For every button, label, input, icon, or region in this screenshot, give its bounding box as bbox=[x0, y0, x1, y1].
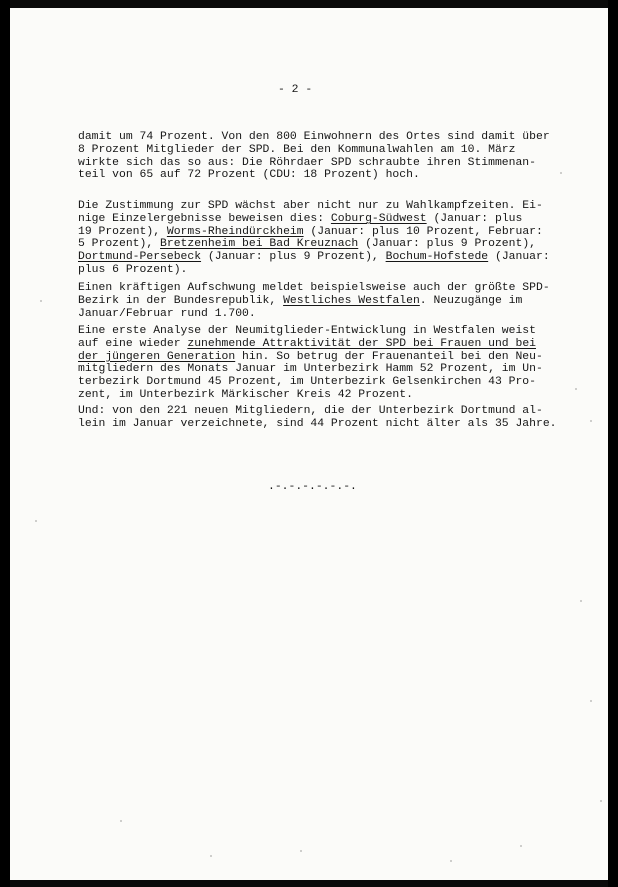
text-line bbox=[78, 418, 557, 431]
text-segment: Januar/Februar rund 1.700. bbox=[78, 307, 256, 320]
text-segment: auf eine wieder bbox=[78, 337, 188, 350]
text-segment: (Januar: plus 9 Prozent), bbox=[358, 238, 536, 251]
text-segment: (Januar: plus bbox=[426, 212, 523, 225]
paragraph-1 bbox=[78, 131, 550, 182]
text-line bbox=[78, 238, 550, 251]
text-line bbox=[78, 264, 550, 277]
text-segment: damit um 74 Prozent. Von den 800 Einwohnern des Ortes sind damit über bbox=[78, 131, 550, 143]
scan-border-left bbox=[0, 0, 10, 887]
text-line bbox=[78, 351, 543, 364]
text-segment: 5 Prozent), bbox=[78, 238, 161, 251]
text-segment: Eine erste Analyse der Neumitglieder-Entwicklung in Westfalen weist bbox=[78, 325, 536, 337]
text-line bbox=[78, 131, 550, 144]
text-segment: plus 6 Prozent). bbox=[78, 263, 188, 276]
text-line bbox=[78, 295, 550, 308]
scan-speck bbox=[520, 845, 522, 847]
page-number: - 2 - bbox=[278, 84, 313, 96]
underlined-place-name: der jüngeren Generation bbox=[78, 350, 236, 363]
scan-speck bbox=[450, 860, 452, 862]
scan-speck bbox=[35, 520, 37, 522]
text-line bbox=[78, 282, 550, 295]
text-segment: Bezirk in der Bundesrepublik, bbox=[78, 294, 284, 307]
text-segment: 8 Prozent Mitglieder der SPD. Bei den Kommunalwahlen am 10. März bbox=[78, 143, 516, 156]
paragraph-2 bbox=[78, 200, 550, 277]
text-segment: Und: von den 221 neuen Mitgliedern, die der Unterbezirk Dortmund al- bbox=[78, 405, 543, 417]
text-line bbox=[78, 338, 543, 351]
underlined-place-name: Coburg-Südwest bbox=[330, 212, 427, 225]
text-line bbox=[78, 157, 550, 170]
text-segment: hin. So betrug der Frauenanteil bei den Neu- bbox=[235, 350, 543, 363]
text-segment: . Neuzugänge im bbox=[419, 294, 523, 307]
scan-border-right bbox=[608, 0, 618, 887]
text-segment: zent, im Unterbezirk Märkischer Kreis 42 Prozent. bbox=[78, 388, 413, 401]
scan-speck bbox=[120, 820, 122, 822]
text-line bbox=[78, 405, 557, 418]
text-line bbox=[78, 226, 550, 239]
scan-speck bbox=[560, 172, 562, 174]
text-segment: wirkte sich das so aus: Die Röhrdaer SPD schraubte ihren Stimmenan- bbox=[78, 156, 536, 169]
text-line bbox=[78, 200, 550, 213]
text-line bbox=[78, 389, 543, 402]
text-segment: lein im Januar verzeichnete, sind 44 Prozent nicht älter als 35 Jahre. bbox=[78, 417, 557, 430]
underlined-place-name: Dortmund-Persebeck bbox=[78, 251, 202, 264]
scan-speck bbox=[300, 850, 302, 852]
scan-speck bbox=[40, 300, 42, 302]
paragraph-4 bbox=[78, 325, 543, 402]
scan-speck bbox=[600, 800, 602, 802]
text-segment: terbezirk Dortmund 45 Prozent, im Unterbezirk Gelsenkirchen 43 Pro- bbox=[78, 376, 536, 389]
text-line bbox=[78, 308, 550, 321]
text-segment: 19 Prozent), bbox=[78, 225, 167, 238]
scan-speck bbox=[580, 600, 582, 602]
scan-speck bbox=[210, 855, 212, 857]
text-line bbox=[78, 144, 550, 157]
underlined-place-name: Bochum-Hofstede bbox=[385, 251, 489, 264]
end-mark: .-.-.-.-.-.-. bbox=[268, 481, 357, 493]
text-line bbox=[78, 325, 543, 338]
text-segment: nige Einzelergebnisse beweisen dies: bbox=[78, 212, 331, 225]
scan-speck bbox=[590, 420, 592, 422]
text-segment: (Januar: plus 9 Prozent), bbox=[201, 251, 386, 264]
scan-speck bbox=[590, 700, 592, 702]
underlined-place-name: Bretzenheim bei Bad Kreuznach bbox=[160, 238, 359, 251]
underlined-place-name: Westliches Westfalen bbox=[283, 294, 420, 307]
text-line bbox=[78, 251, 550, 264]
text-line bbox=[78, 376, 543, 389]
underlined-place-name: zunehmende Attraktivität der SPD bei Frauen und bei bbox=[187, 337, 536, 350]
text-segment: (Januar: bbox=[488, 251, 550, 264]
underlined-place-name: Worms-Rheindürckheim bbox=[166, 225, 304, 238]
text-line bbox=[78, 169, 550, 182]
text-segment: Die Zustimmung zur SPD wächst aber nicht nur zu Wahlkampfzeiten. Ei- bbox=[78, 200, 543, 212]
text-line bbox=[78, 213, 550, 226]
text-segment: (Januar: plus 10 Prozent, Februar: bbox=[303, 225, 543, 238]
paragraph-5 bbox=[78, 405, 557, 431]
text-segment: Einen kräftigen Aufschwung meldet beispielsweise auch der größte SPD- bbox=[78, 282, 550, 294]
paragraph-3 bbox=[78, 282, 550, 320]
text-line bbox=[78, 363, 543, 376]
text-segment: teil von 65 auf 72 Prozent (CDU: 18 Prozent) hoch. bbox=[78, 169, 420, 182]
scan-speck bbox=[575, 388, 577, 390]
text-segment: mitgliedern des Monats Januar im Unterbezirk Hamm 52 Prozent, im Un- bbox=[78, 363, 543, 376]
